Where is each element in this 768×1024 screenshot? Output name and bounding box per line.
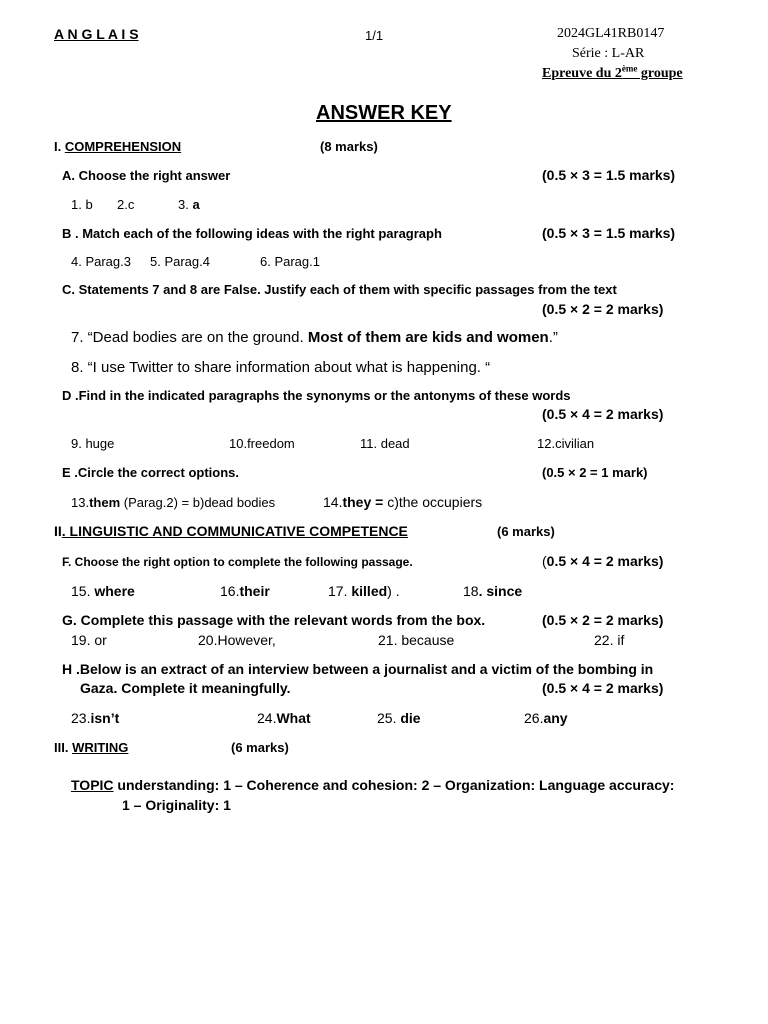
answer: 10.freedom (229, 436, 295, 451)
answer: 15. where (71, 583, 135, 599)
question-heading: A. Choose the right answer (62, 168, 231, 183)
question-heading: B . Match each of the following ideas with the right paragraph (62, 226, 442, 241)
section-heading: I. COMPREHENSION (54, 139, 182, 154)
question-marks: (0.5 × 4 = 2 marks) (542, 680, 664, 696)
writing-criteria: TOPIC understanding: 1 – Coherence and cohesion: 2 – Organization: Language accuracy: (71, 777, 675, 793)
answer: 14.they = c)the occupiers (323, 494, 483, 510)
answer: 11. dead (360, 436, 410, 451)
exam-series: Série : L-AR (572, 46, 645, 61)
question-heading: F. Choose the right option to complete the following passage. (62, 555, 413, 569)
question-marks: (0.5 × 2 = 2 marks) (542, 301, 664, 317)
answer: 9. huge (71, 436, 115, 451)
writing-criteria-continued: 1 – Originality: 1 (122, 797, 231, 813)
answer: 5. Parag.4 (150, 254, 210, 269)
question-marks: (0.5 × 2 = 1 mark) (542, 465, 648, 480)
question-marks: (0.5 × 2 = 2 marks) (542, 612, 664, 628)
question-heading: G. Complete this passage with the relevant words from the box. (62, 612, 486, 628)
question-marks: (0.5 × 3 = 1.5 marks) (542, 225, 676, 241)
exam-code: 2024GL41RB0147 (557, 26, 665, 41)
answer: 3. a (178, 197, 200, 212)
answer: 6. Parag.1 (260, 254, 320, 269)
answer: 26.any (524, 710, 568, 726)
section-heading: III. WRITING (54, 740, 129, 755)
answer: 25. die (377, 710, 421, 726)
section-marks: (6 marks) (497, 524, 555, 539)
answer: 24.What (257, 710, 311, 726)
section-marks: (6 marks) (231, 740, 289, 755)
answer: 21. because (378, 632, 455, 648)
answer: 19. or (71, 632, 107, 648)
answer: 2.c (117, 197, 135, 212)
page-title: ANSWER KEY (316, 102, 452, 124)
question-heading: D .Find in the indicated paragraphs the synonyms or the antonyms of these words (62, 388, 571, 403)
question-heading: C. Statements 7 and 8 are False. Justify each of them with specific passages from the text (62, 282, 617, 297)
section-marks: (8 marks) (320, 139, 378, 154)
question-heading: E .Circle the correct options. (62, 465, 239, 480)
answer: 8. “I use Twitter to share information about what is happening. “ (71, 359, 491, 376)
answer: 18. since (463, 583, 523, 599)
answer: 4. Parag.3 (71, 254, 131, 269)
subject-title: A N G L A I S (54, 26, 139, 42)
question-marks: (0.5 × 4 = 2 marks) (542, 553, 664, 569)
answer: 23.isn’t (71, 710, 120, 726)
question-heading-continued: Gaza. Complete it meaningfully. (80, 680, 291, 696)
answer: 16.their (220, 583, 270, 599)
answer: 7. “Dead bodies are on the ground. Most of them are kids and women.” (71, 329, 558, 346)
answer: 12.civilian (537, 436, 595, 451)
answer: 1. b (71, 197, 93, 212)
page-number: 1/1 (365, 28, 384, 43)
answer: 17. killed) . (328, 583, 400, 599)
answer: 13.them (Parag.2) = b)dead bodies (71, 495, 276, 510)
section-heading: II. LINGUISTIC AND COMMUNICATIVE COMPETENCE (54, 523, 408, 539)
question-marks: (0.5 × 3 = 1.5 marks) (542, 167, 676, 183)
exam-session: Epreuve du 2ème groupe (542, 63, 683, 81)
answer: 20.However, (198, 632, 276, 648)
question-heading: H .Below is an extract of an interview between a journalist and a victim of the bombing in (62, 661, 654, 677)
answer: 22. if (594, 632, 625, 648)
question-marks: (0.5 × 4 = 2 marks) (542, 406, 664, 422)
